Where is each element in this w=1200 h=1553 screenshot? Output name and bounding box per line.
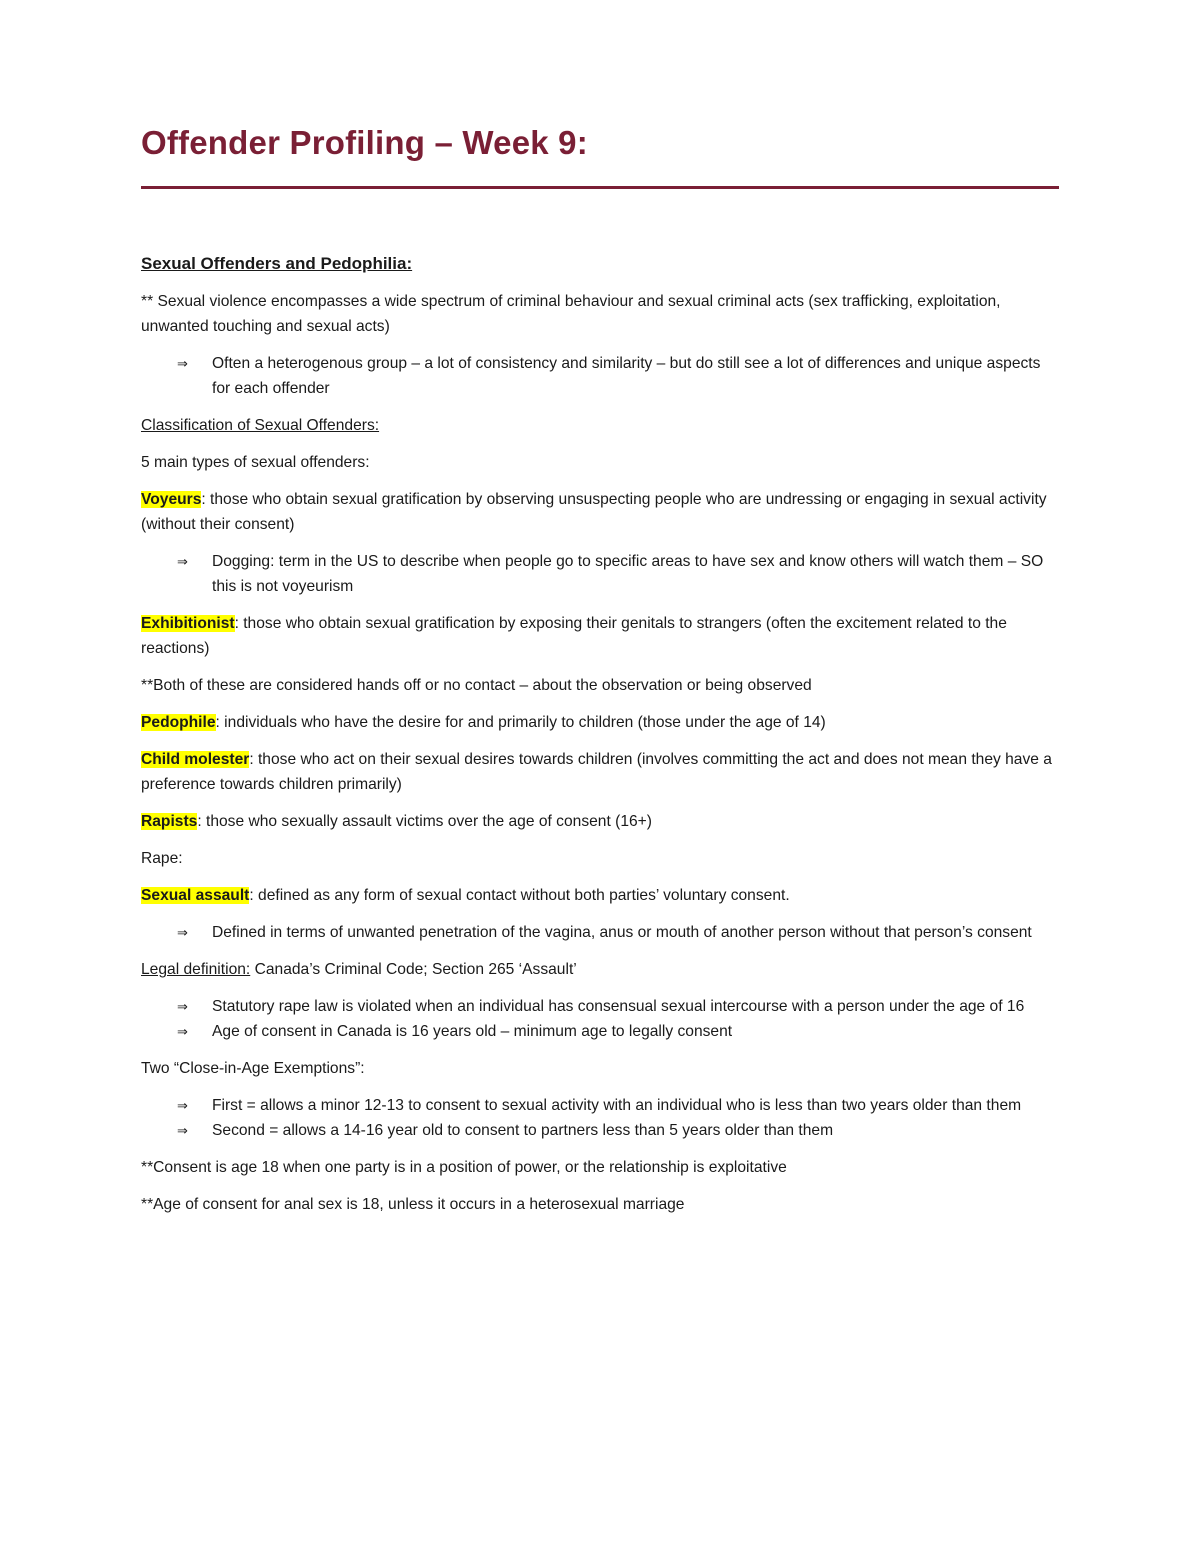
title-divider (141, 186, 1059, 189)
dogging-text: Dogging: term in the US to describe when people go to specific areas to have sex and know others will watch them – SO this is not voyeurism (212, 553, 1044, 595)
arrow-icon: ⇒ (177, 999, 188, 1014)
dogging-bullet (177, 549, 1061, 599)
anal-consent-note: **Age of consent for anal sex is 18, unless it occurs in a heterosexual marriage (141, 1196, 685, 1213)
intro-bullet-text: Often a heterogenous group – a lot of consistency and similarity – but do still see a lot of differences and unique aspects for each offender (212, 355, 1041, 397)
document-title: Offender Profiling – Week 9: (141, 124, 588, 161)
exemption-bullet-text: First = allows a minor 12-13 to consent to sexual activity with an individual who is less than two years older than them (212, 1097, 1022, 1114)
rapists-term: Rapists (141, 813, 198, 830)
rapists-definition (141, 809, 1061, 834)
section-heading: Sexual Offenders and Pedophilia: (141, 254, 413, 273)
legal-bullet-text: Statutory rape law is violated when an individual has consensual sexual intercourse with a person under the age of 16 (212, 998, 1025, 1015)
child-molester-definition (141, 747, 1061, 797)
exhibitionist-definition (141, 611, 1061, 661)
sexual-assault-term: Sexual assault (141, 887, 250, 904)
legal-definition-text: Canada’s Criminal Code; Section 265 ‘Assault’ (250, 961, 577, 978)
sexual-assault-text: : defined as any form of sexual contact without both parties’ voluntary consent. (249, 887, 790, 904)
intro-paragraph: ** Sexual violence encompasses a wide spectrum of criminal behaviour and sexual criminal acts (sex trafficking, exploitation, unwanted touching and sexual acts) (141, 293, 1001, 335)
legal-bullet (177, 994, 1061, 1019)
arrow-icon: ⇒ (177, 554, 188, 569)
types-intro: 5 main types of sexual offenders: (141, 454, 370, 471)
sexual-assault-bullet (177, 920, 1061, 945)
document-body (141, 118, 1061, 1217)
legal-bullet-text: Age of consent in Canada is 16 years old – minimum age to legally consent (212, 1023, 733, 1040)
intro-bullet (177, 351, 1061, 401)
exemptions-heading: Two “Close-in-Age Exemptions”: (141, 1060, 365, 1077)
child-molester-term: Child molester (141, 751, 250, 768)
classification-heading: Classification of Sexual Offenders: (141, 417, 380, 434)
pedophile-definition (141, 710, 1061, 735)
exemption-bullet (177, 1118, 1061, 1143)
exhibitionist-term: Exhibitionist (141, 615, 235, 632)
consent-note: **Consent is age 18 when one party is in a position of power, or the relationship is exploitative (141, 1159, 787, 1176)
arrow-icon: ⇒ (177, 925, 188, 940)
sexual-assault-bullet-text: Defined in terms of unwanted penetration of the vagina, anus or mouth of another person without that person’s consent (212, 924, 1032, 941)
exhibitionist-text: : those who obtain sexual gratification by exposing their genitals to strangers (often the excitement related to the reactions) (141, 615, 1007, 657)
voyeurs-term: Voyeurs (141, 491, 202, 508)
pedophile-term: Pedophile (141, 714, 216, 731)
hands-off-note: **Both of these are considered hands off or no contact – about the observation or being observed (141, 677, 812, 694)
legal-definition-label: Legal definition: (141, 961, 251, 978)
exemption-bullet-text: Second = allows a 14-16 year old to consent to partners less than 5 years older than them (212, 1122, 834, 1139)
rape-label: Rape: (141, 850, 183, 867)
voyeurs-text: : those who obtain sexual gratification by observing unsuspecting people who are undressing or engaging in sexual activity (without their consent) (141, 491, 1047, 533)
arrow-icon: ⇒ (177, 1024, 188, 1039)
exemption-bullet (177, 1093, 1061, 1118)
sexual-assault-definition (141, 883, 1061, 908)
legal-definition (141, 957, 1061, 982)
arrow-icon: ⇒ (177, 1123, 188, 1138)
rapists-text: : those who sexually assault victims over the age of consent (16+) (197, 813, 652, 830)
pedophile-text: : individuals who have the desire for and primarily to children (those under the age of 14) (215, 714, 826, 731)
child-molester-text: : those who act on their sexual desires towards children (involves committing the act and does not mean they have a preference towards children primarily) (141, 751, 1052, 793)
arrow-icon: ⇒ (177, 1098, 188, 1113)
voyeurs-definition (141, 487, 1061, 537)
arrow-icon: ⇒ (177, 356, 188, 371)
legal-bullet (177, 1019, 1061, 1044)
